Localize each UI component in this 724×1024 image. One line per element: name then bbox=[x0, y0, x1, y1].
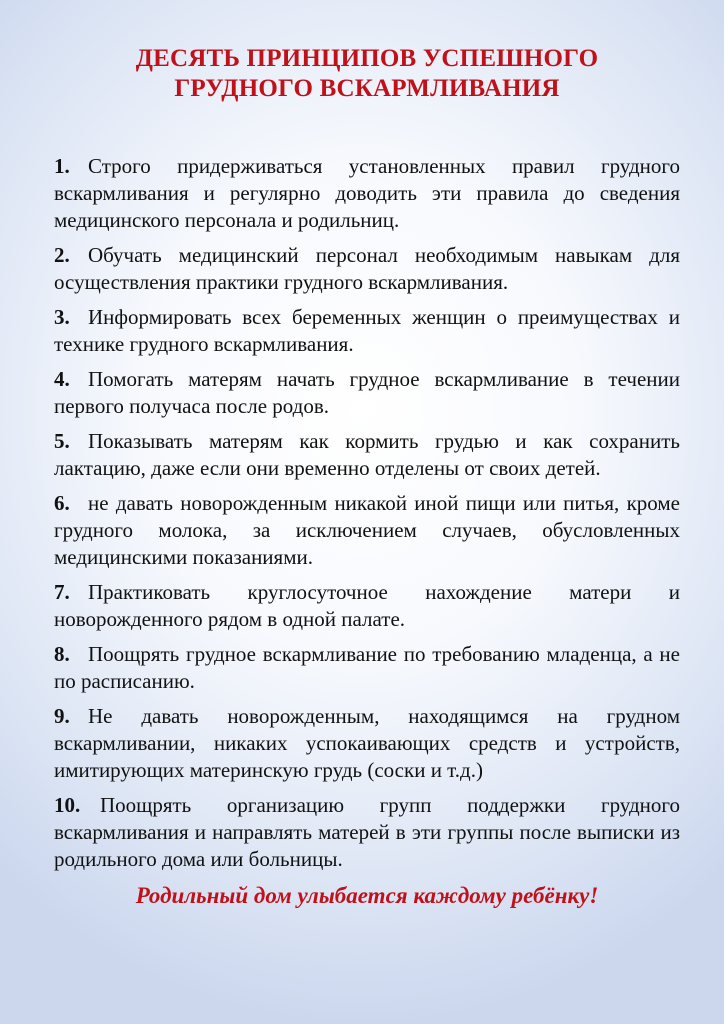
principle-text: Показывать матерям как кормить грудью и как сохранить лактацию, даже если они временно отделены от своих детей. bbox=[54, 429, 680, 480]
principle-item-5 bbox=[54, 428, 680, 482]
principle-number: 1. bbox=[54, 154, 70, 178]
principle-item-2 bbox=[54, 242, 680, 296]
principle-text: Обучать медицинский персонал необходимым навыкам для осуществления практики грудного вскармливания. bbox=[54, 243, 680, 294]
principle-text: Поощрять организацию групп поддержки грудного вскармливания и направлять матерей в эти группы после выписки из родильного дома или больницы. bbox=[54, 793, 680, 871]
principle-item-9 bbox=[54, 703, 680, 784]
principle-number: 6. bbox=[54, 491, 70, 515]
poster-title bbox=[54, 44, 680, 104]
principle-number: 4. bbox=[54, 367, 70, 391]
principle-text: Информировать всех беременных женщин о преимуществах и технике грудного вскармливания. bbox=[54, 305, 680, 356]
principle-number: 7. bbox=[54, 580, 70, 604]
title-line-2: ГРУДНОГО ВСКАРМЛИВАНИЯ bbox=[174, 75, 560, 102]
principle-number: 3. bbox=[54, 305, 70, 329]
principle-item-4 bbox=[54, 366, 680, 420]
principles-list bbox=[54, 153, 680, 873]
principle-text: Не давать новорожденным, находящимся на грудном вскармливании, никаких успокаивающих средств и устройств, имитирующих материнскую грудь (соски и т.д.) bbox=[54, 704, 680, 782]
principle-item-10 bbox=[54, 792, 680, 873]
principle-number: 8. bbox=[54, 642, 70, 666]
principle-item-8 bbox=[54, 641, 680, 695]
footer-slogan: Родильный дом улыбается каждому ребёнку! bbox=[135, 883, 599, 908]
principle-text: Поощрять грудное вскармливание по требованию младенца, а не по расписанию. bbox=[54, 642, 680, 693]
principle-text: Строго придерживаться установленных правил грудного вскармливания и регулярно доводить эти правила до сведения медицинского персонала и родильниц. bbox=[54, 154, 680, 232]
principle-item-7 bbox=[54, 579, 680, 633]
principle-number: 9. bbox=[54, 704, 70, 728]
principle-item-3 bbox=[54, 304, 680, 358]
principle-number: 5. bbox=[54, 429, 70, 453]
principle-text: Помогать матерям начать грудное вскармливание в течении первого получаса после родов. bbox=[54, 367, 680, 418]
principle-number: 10. bbox=[54, 793, 81, 817]
principle-number: 2. bbox=[54, 243, 70, 267]
principle-item-6 bbox=[54, 490, 680, 571]
principle-text: не давать новорожденным никакой иной пищи или питья, кроме грудного молока, за исключением случаев, обусловленных медицинскими показаниями. bbox=[54, 491, 680, 569]
principle-text: Практиковать круглосуточное нахождение матери и новорожденного рядом в одной палате. bbox=[54, 580, 680, 631]
title-line-1: ДЕСЯТЬ ПРИНЦИПОВ УСПЕШНОГО bbox=[135, 45, 599, 72]
principle-item-1 bbox=[54, 153, 680, 234]
